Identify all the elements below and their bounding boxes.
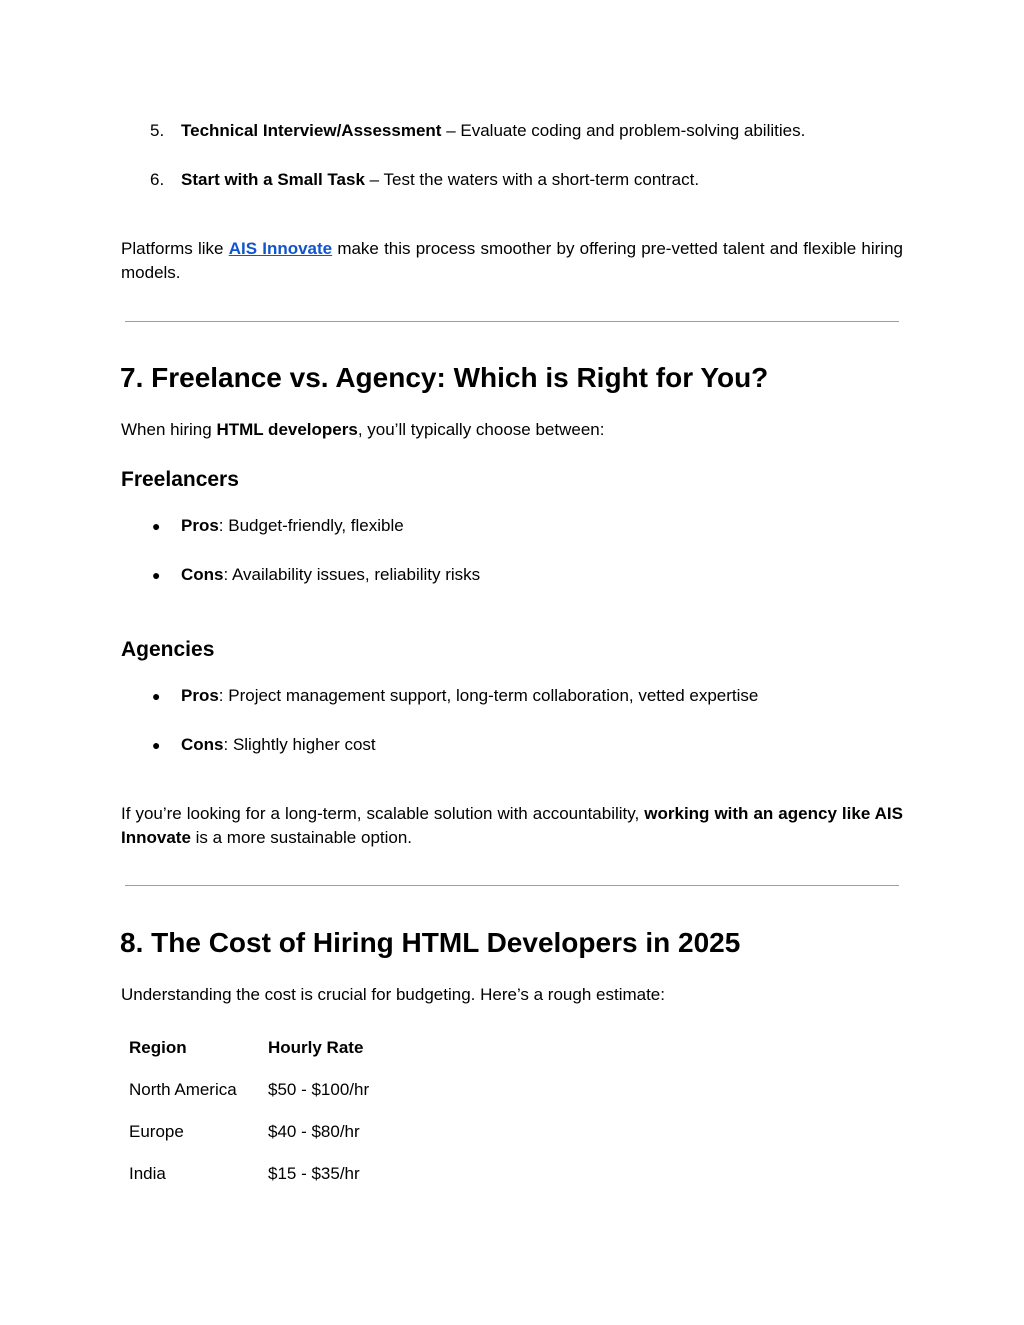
list-item-text <box>181 684 758 708</box>
paragraph-bold: working with an agency like AIS Innovate <box>121 804 903 847</box>
item-label: Cons <box>181 735 224 754</box>
ais-innovate-link[interactable]: AIS Innovate <box>228 239 333 258</box>
bullet-icon: ● <box>152 737 161 753</box>
table-cell-rate: $15 - $35/hr <box>268 1164 360 1183</box>
item-text: : Project management support, long-term collaboration, vetted expertise <box>218 686 759 705</box>
horizontal-divider <box>125 885 899 886</box>
step-separator: – <box>441 121 461 140</box>
item-label: Pros <box>181 516 219 535</box>
bullet-icon: ● <box>152 567 161 583</box>
table-cell-region: India <box>129 1164 166 1183</box>
list-item-text <box>181 563 480 587</box>
column-header-region: Region <box>129 1038 187 1057</box>
subheading-freelancers: Freelancers <box>121 468 239 491</box>
list-item-text <box>181 168 699 192</box>
step-description: Evaluate coding and problem-solving abilities. <box>460 121 806 140</box>
column-header-hourly-rate: Hourly Rate <box>268 1038 364 1057</box>
list-item-text <box>181 733 376 757</box>
step-description: Test the waters with a short-term contract. <box>383 170 700 189</box>
paragraph-text: make this process smoother by offering pre-vetted talent and flexible hiring models. <box>121 239 903 282</box>
conclusion-paragraph <box>121 802 903 850</box>
table-cell-region: Europe <box>129 1122 184 1141</box>
table-cell-region: North America <box>129 1080 237 1099</box>
section-intro <box>121 418 604 442</box>
section-intro: Understanding the cost is crucial for budgeting. Here’s a rough estimate: <box>121 985 665 1004</box>
intro-text: , you’ll typically choose between: <box>357 420 605 439</box>
item-text: : Slightly higher cost <box>223 735 376 754</box>
paragraph-text: If you’re looking for a long-term, scalable solution with accountability, <box>121 804 645 823</box>
bullet-icon: ● <box>152 518 161 534</box>
bullet-icon: ● <box>152 688 161 704</box>
intro-text: When hiring <box>121 420 217 439</box>
list-number: 5. <box>150 121 165 140</box>
table-cell-rate: $50 - $100/hr <box>268 1080 370 1099</box>
list-item-text <box>181 514 404 538</box>
item-label: Pros <box>181 686 219 705</box>
item-text: : Availability issues, reliability risks <box>223 565 481 584</box>
item-label: Cons <box>181 565 224 584</box>
subheading-agencies: Agencies <box>121 638 215 661</box>
horizontal-divider <box>125 321 899 322</box>
step-separator: – <box>364 170 384 189</box>
table-cell-rate: $40 - $80/hr <box>268 1122 360 1141</box>
section-heading: 7. Freelance vs. Agency: Which is Right for You? <box>120 362 769 393</box>
step-title: Technical Interview/Assessment <box>181 121 442 140</box>
paragraph-text: Platforms like <box>121 239 229 258</box>
item-text: : Budget-friendly, flexible <box>218 516 404 535</box>
paragraph-text: is a more sustainable option. <box>190 828 413 847</box>
intro-bold: HTML developers <box>216 420 358 439</box>
platforms-paragraph <box>121 237 903 285</box>
list-number: 6. <box>150 170 165 189</box>
list-item-text <box>181 119 805 143</box>
section-heading: 8. The Cost of Hiring HTML Developers in 2025 <box>120 927 741 958</box>
step-title: Start with a Small Task <box>181 170 365 189</box>
